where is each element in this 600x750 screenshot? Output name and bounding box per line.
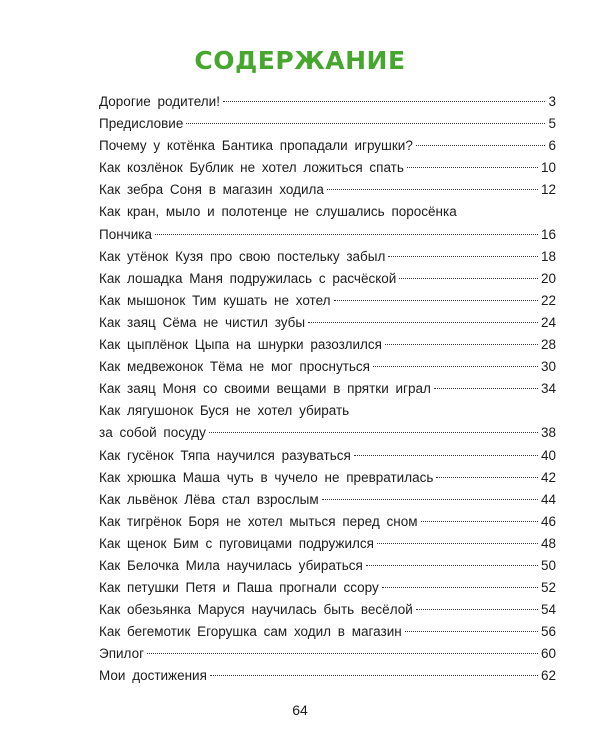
dot-leader — [147, 653, 538, 654]
toc-entry — [99, 179, 556, 201]
toc-entry-page: 18 — [540, 248, 556, 264]
toc-entry — [99, 334, 556, 356]
toc-entry — [99, 312, 556, 334]
toc-entry — [99, 91, 556, 113]
toc-entry — [99, 400, 556, 422]
toc-entry — [99, 356, 556, 378]
dot-leader — [334, 300, 538, 301]
toc-entry-page: 30 — [540, 359, 556, 375]
page-title: СОДЕРЖАНИЕ — [194, 46, 406, 75]
dot-leader — [399, 278, 538, 279]
toc-entry — [99, 135, 556, 157]
toc-entry-title: Как кран, мыло и полотенце не слушались поросёнка — [99, 204, 457, 220]
toc-entry-title: Как утёнок Кузя про свою постельку забыл — [99, 248, 386, 264]
table-of-contents — [99, 91, 556, 688]
dot-leader — [366, 565, 538, 566]
toc-entry — [99, 422, 556, 444]
toc-entry-title: Мои достижения — [99, 668, 207, 684]
toc-entry-page: 44 — [540, 491, 556, 507]
toc-entry-title: Эпилог — [99, 646, 145, 662]
toc-entry — [99, 224, 556, 246]
toc-entry-page: 16 — [540, 226, 556, 242]
toc-entry — [99, 268, 556, 290]
toc-entry — [99, 157, 556, 179]
toc-entry-title: Как хрюшка Маша чуть в чучело не превратилась — [99, 469, 434, 485]
toc-entry-page: 34 — [540, 381, 556, 397]
toc-entry-title: Как зебра Соня в магазин ходила — [99, 182, 324, 198]
dot-leader — [377, 543, 538, 544]
dot-leader — [308, 322, 538, 323]
dot-leader — [155, 234, 538, 235]
toc-entry-title: Как петушки Петя и Паша прогнали ссору — [99, 580, 379, 596]
toc-entry-title: Как мышонок Тим кушать не хотел — [99, 292, 331, 308]
toc-entry — [99, 511, 556, 533]
toc-entry-page: 54 — [540, 602, 556, 618]
toc-entry-page: 22 — [540, 292, 556, 308]
dot-leader — [416, 609, 538, 610]
toc-entry-page: 12 — [540, 182, 556, 198]
toc-entry — [99, 665, 556, 687]
dot-leader — [421, 521, 538, 522]
dot-leader — [388, 256, 538, 257]
toc-entry-page: 42 — [540, 469, 556, 485]
toc-entry-page: 62 — [540, 668, 556, 684]
toc-entry — [99, 113, 556, 135]
dot-leader — [382, 587, 538, 588]
toc-entry-page: 24 — [540, 314, 556, 330]
toc-entry-page: 60 — [540, 646, 556, 662]
toc-entry — [99, 467, 556, 489]
toc-entry-title: Как гусёнок Тяпа научился разуваться — [99, 447, 351, 463]
toc-entry-title: Дорогие родители! — [99, 94, 220, 109]
dot-leader — [354, 455, 538, 456]
toc-entry-page: 6 — [548, 138, 556, 154]
toc-entry — [99, 290, 556, 312]
toc-entry-title: Как обезьянка Маруся научилась быть весёлой — [99, 602, 413, 618]
toc-entry-page: 46 — [540, 513, 556, 529]
dot-leader — [436, 477, 538, 478]
toc-entry-title: Как Белочка Мила научилась убираться — [99, 557, 363, 573]
toc-entry-title: Как бегемотик Егорушка сам ходил в магазин — [99, 624, 402, 640]
toc-entry-page: 48 — [540, 535, 556, 551]
toc-entry — [99, 577, 556, 599]
toc-entry-page: 20 — [540, 270, 556, 286]
toc-entry-title: Как лягушонок Буся не хотел убирать — [99, 403, 350, 419]
toc-entry-page: 50 — [540, 557, 556, 573]
toc-entry-title: Как тигрёнок Боря не хотел мыться перед сном — [99, 513, 418, 529]
dot-leader — [405, 631, 538, 632]
toc-entry-page: 40 — [540, 447, 556, 463]
toc-entry-page: 38 — [540, 425, 556, 441]
toc-entry-page: 52 — [540, 580, 556, 596]
toc-entry-title: Как цыплёнок Цыпа на шнурки разозлился — [99, 337, 382, 353]
toc-entry-title: Как лошадка Маня подружилась с расчёской — [99, 270, 397, 286]
toc-entry — [99, 445, 556, 467]
toc-entry-page: 10 — [540, 160, 556, 176]
dot-leader — [373, 366, 538, 367]
dot-leader — [322, 499, 538, 500]
dot-leader — [407, 167, 538, 168]
toc-entry — [99, 246, 556, 268]
toc-entry — [99, 201, 556, 223]
dot-leader — [210, 675, 538, 676]
toc-entry-title: Как козлёнок Бублик не хотел ложиться спать — [99, 160, 404, 176]
toc-entry — [99, 643, 556, 665]
toc-entry — [99, 599, 556, 621]
dot-leader — [416, 145, 546, 146]
toc-entry-page: 56 — [540, 624, 556, 640]
dot-leader — [223, 101, 546, 102]
toc-entry-title: Предисловие — [99, 116, 184, 132]
toc-entry-title: Как медвежонок Тёма не мог проснуться — [99, 359, 370, 375]
toc-entry — [99, 533, 556, 555]
toc-entry — [99, 489, 556, 511]
dot-leader — [385, 344, 538, 345]
dot-leader — [209, 432, 538, 433]
toc-entry-title: Как щенок Бим с пуговицами подружился — [99, 535, 374, 551]
toc-entry-title: Почему у котёнка Бантика пропадали игрушки? — [99, 138, 413, 154]
toc-entry-page: 5 — [548, 116, 556, 132]
toc-entry-title: Как заяц Моня со своими вещами в прятки играл — [99, 381, 431, 397]
toc-entry-title: Как заяц Сёма не чистил зубы — [99, 314, 306, 330]
dot-leader — [327, 189, 538, 190]
page-number: 64 — [292, 702, 308, 718]
dot-leader — [186, 123, 545, 124]
toc-entry-title: Как львёнок Лёва стал взрослым — [99, 491, 319, 507]
toc-entry-title: за собой посуду — [99, 425, 206, 441]
toc-entry — [99, 621, 556, 643]
toc-entry — [99, 555, 556, 577]
toc-entry-page: 3 — [548, 94, 556, 109]
dot-leader — [434, 388, 538, 389]
toc-entry-title: Пончика — [99, 226, 152, 242]
toc-entry — [99, 378, 556, 400]
toc-entry-page: 28 — [540, 337, 556, 353]
